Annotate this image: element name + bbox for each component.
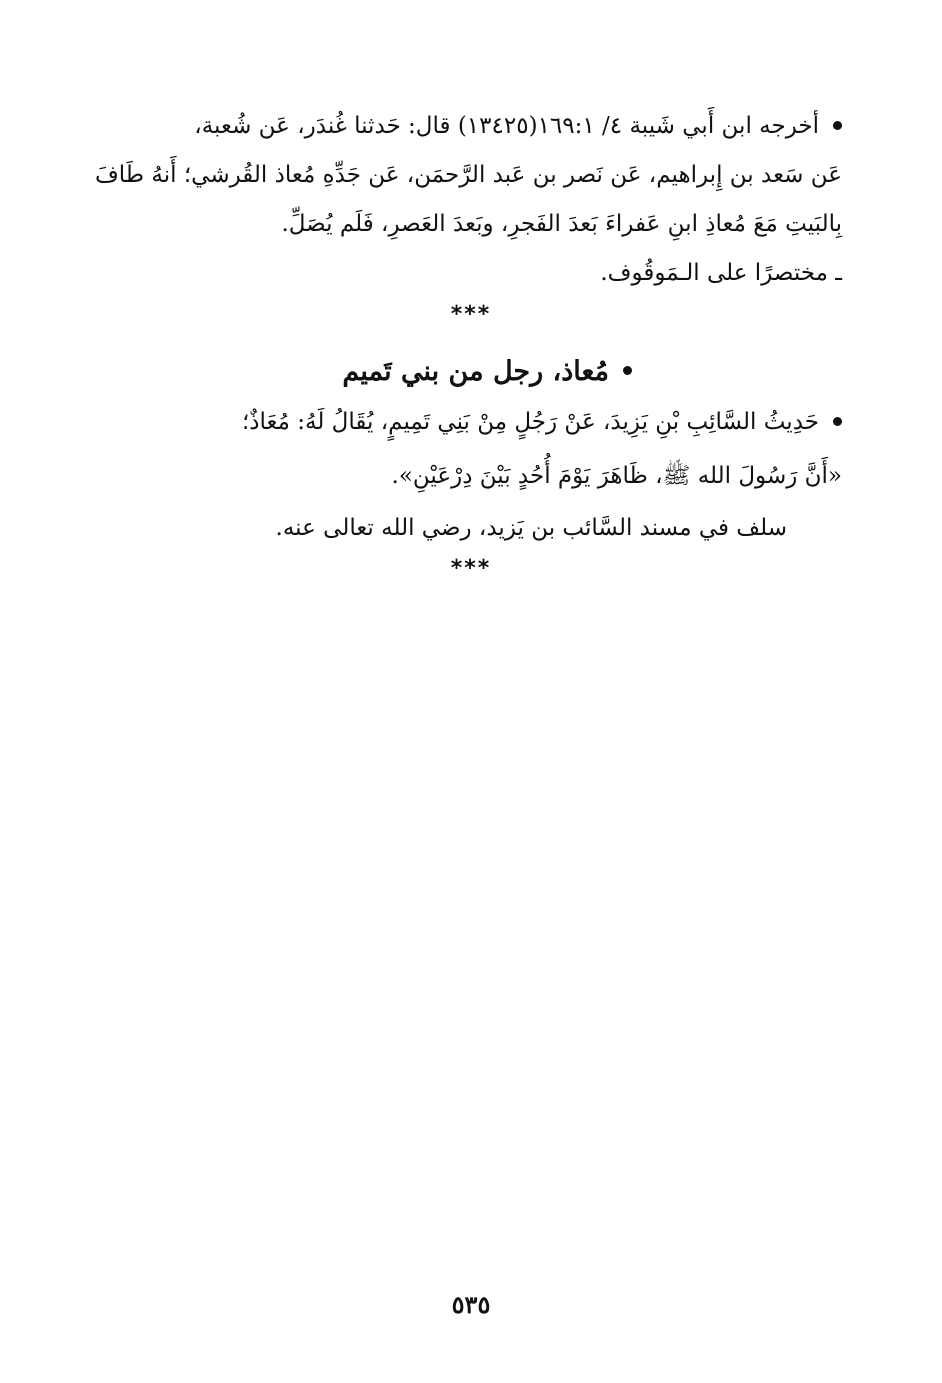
entry-2-line-3 — [100, 508, 787, 548]
entry-1-text-line-1: أخرجه ابن أَبي شَيبة ٤/ ١٦٩:١(١٣٤٢٥) قال: حَدثنا غُندَر، عَن شُعبة، — [194, 113, 819, 139]
entry-1-text-line-4: ـ مختصرًا على الـمَوقُوف. — [600, 260, 842, 286]
entry-2-line-2 — [100, 456, 842, 496]
bullet-icon — [623, 366, 632, 375]
entry-2-text-line-3: سلف في مسند السَّائب بن يَزيد، رضي الله تعالى عنه. — [275, 515, 787, 541]
entry-1-text-line-3: بِالبَيتِ مَعَ مُعاذِ ابنِ عَفراءَ بَعدَ الفَجرِ، وبَعدَ العَصرِ، فَلَم يُصَلِّ. — [281, 211, 842, 237]
entry-2-line-1 — [100, 402, 842, 442]
bullet-icon — [833, 417, 842, 426]
section-heading — [342, 350, 632, 394]
entry-1-line-1 — [100, 106, 842, 146]
entry-1-line-2 — [94, 155, 842, 195]
section-separator: *** — [450, 302, 492, 327]
bullet-icon — [833, 121, 842, 130]
entry-1-line-4 — [100, 253, 842, 293]
entry-1-line-3 — [100, 204, 842, 244]
entry-2-text-line-1: حَدِيثُ السَّائِبِ بْنِ يَزِيدَ، عَنْ رَجُلٍ مِنْ بَنِي تَمِيمٍ، يُقَالُ لَهُ: مُعَاذٌ؛ — [241, 409, 819, 435]
entry-2-text-line-2: «أَنَّ رَسُولَ الله ﷺ، ظَاهَرَ يَوْمَ أُحُدٍ بَيْنَ دِرْعَيْنِ». — [391, 463, 842, 489]
heading-text: مُعاذ، رجل من بني تَميم — [342, 356, 609, 387]
entry-1-text-line-2: عَن سَعد بن إِبراهيم، عَن نَصر بن عَبد الرَّحمَن، عَن جَدِّهِ مُعاذ القُرشي؛ أَنهُ طَافَ — [94, 162, 842, 188]
section-separator: *** — [450, 556, 492, 581]
page-number: ٥٣٥ — [451, 1290, 491, 1319]
